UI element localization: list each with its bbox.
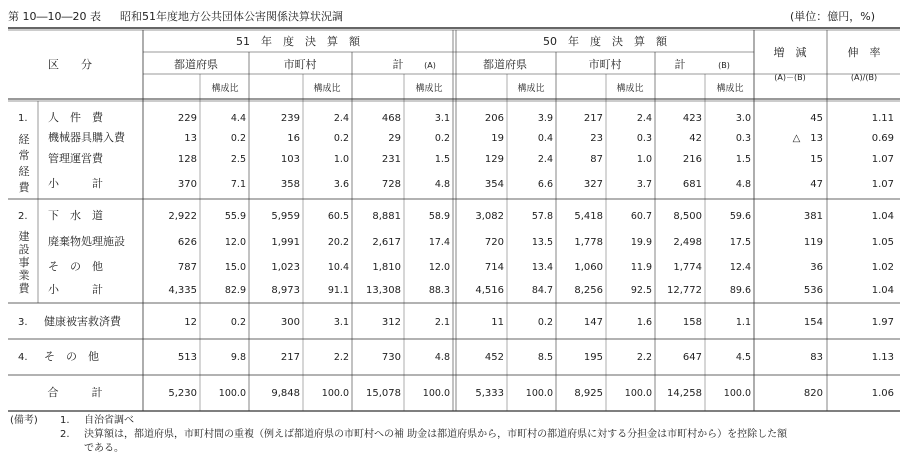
cell-value: 714 (484, 262, 504, 273)
cell-value: 158 (682, 317, 702, 328)
cell-value: 15,078 (366, 388, 401, 399)
cell-value: 217 (280, 352, 300, 363)
cell-value: 1.07 (871, 179, 894, 190)
cell-value: 14,258 (667, 388, 702, 399)
cell-value: 4.8 (735, 179, 751, 190)
cell-value: 720 (484, 237, 504, 248)
cell-value: 206 (484, 113, 504, 124)
cell-value: 787 (177, 262, 197, 273)
cell-value: 128 (177, 154, 197, 165)
cell-value: 59.6 (729, 211, 751, 222)
cell-value: 12,772 (667, 285, 702, 296)
cell-value: 10.4 (327, 262, 349, 273)
cell-value: 1.5 (735, 154, 751, 165)
col-prefecture-50: 都道府県 (483, 58, 527, 71)
row-label: 合 計 (47, 386, 103, 399)
cell-value: 1.05 (871, 237, 894, 248)
cell-value: 728 (381, 179, 401, 190)
cell-value: 103 (280, 154, 300, 165)
cell-value: 8,500 (673, 211, 702, 222)
cell-value: 84.7 (531, 285, 553, 296)
cell-value: 13.4 (531, 262, 553, 273)
row-label: 健康被害救済費 (44, 315, 121, 328)
cell-value: 1,778 (574, 237, 603, 248)
cell-value: 17.5 (729, 237, 751, 248)
group-label-ordinary: 経 (18, 133, 30, 146)
cell-value: 36 (810, 262, 823, 273)
cell-value: 0.3 (636, 133, 652, 144)
cell-value: 381 (803, 211, 823, 222)
group-label-construction: 業 (18, 269, 30, 282)
cell-value: 3.1 (434, 113, 450, 124)
group-label-ordinary: 経 (18, 165, 30, 178)
cell-value: 4,516 (475, 285, 504, 296)
cell-value: 1,060 (574, 262, 603, 273)
group-label-construction: 建 (18, 230, 30, 243)
cell-value: 0.3 (735, 133, 751, 144)
cell-value: 8,973 (271, 285, 300, 296)
cell-value: 1.04 (871, 285, 894, 296)
col-municipality-50: 市町村 (588, 58, 622, 71)
col-ratio: 構成比 (517, 84, 545, 94)
notes-label: (備考) (10, 415, 38, 426)
cell-value: 1,774 (673, 262, 702, 273)
group-label-ordinary: 常 (18, 149, 30, 162)
cell-value: 147 (583, 317, 603, 328)
cell-value: 11.9 (630, 262, 652, 273)
cell-value: 8.5 (537, 352, 553, 363)
cell-value: 231 (381, 154, 401, 165)
cell-value: 58.9 (428, 211, 450, 222)
col-ratio: 構成比 (616, 84, 644, 94)
table-number: 第 10―10―20 表 (8, 10, 101, 23)
row-number: 3. (18, 317, 28, 328)
cell-value: 354 (484, 179, 504, 190)
cell-value: 2.1 (434, 317, 450, 328)
col-total-b: 計 (674, 58, 686, 71)
cell-value: 82.9 (224, 285, 246, 296)
col-ratio: 構成比 (211, 84, 239, 94)
cell-value: 327 (583, 179, 603, 190)
cell-value: 216 (682, 154, 702, 165)
cell-value: 1.97 (871, 317, 894, 328)
cell-value: 8,256 (574, 285, 603, 296)
cell-value: 100.0 (321, 388, 349, 399)
cell-value: 91.1 (327, 285, 349, 296)
row-label: 小 計 (48, 177, 103, 190)
col-prefecture-51: 都道府県 (174, 58, 218, 71)
note-2-number: 2. (60, 429, 70, 440)
group-label-construction: 費 (18, 282, 30, 295)
cell-value: 217 (583, 113, 603, 124)
row-label: 廃棄物処理施設 (48, 235, 125, 248)
note-2: 決算額は，都道府県，市町村間の重複（例えば都道府県の市町村への補 助金は都道府県から，市町村の都道府県に対する分担金は市町村から）を控除した額 (84, 429, 788, 440)
cell-value: 229 (177, 113, 197, 124)
cell-value: 8,925 (574, 388, 603, 399)
cell-value: 2.2 (333, 352, 349, 363)
row-label: そ の 他 (48, 260, 103, 273)
cell-value: 2,922 (168, 211, 197, 222)
cell-value: 1,023 (271, 262, 300, 273)
cell-value: 47 (810, 179, 823, 190)
col-change: 増 減 (773, 46, 807, 59)
cell-value: 8,881 (372, 211, 401, 222)
cell-value: 239 (280, 113, 300, 124)
cell-value: 0.2 (230, 133, 246, 144)
cell-value: 129 (484, 154, 504, 165)
cell-value: 3.7 (636, 179, 652, 190)
cell-value: 1.6 (636, 317, 652, 328)
col-growth: 伸 率 (847, 46, 881, 59)
cell-value: 6.6 (537, 179, 553, 190)
cell-value: 730 (381, 352, 401, 363)
cell-value: 4.8 (434, 179, 450, 190)
row-label: 人 件 費 (48, 111, 103, 124)
cell-value: 2.2 (636, 352, 652, 363)
unit-label: (単位：億円，%) (790, 10, 876, 23)
cell-value: 89.6 (729, 285, 751, 296)
cell-value: 423 (682, 113, 702, 124)
cell-value: 312 (381, 317, 401, 328)
group-label-ordinary: 費 (18, 181, 30, 194)
cell-value: 16 (287, 133, 300, 144)
cell-value: 2.4 (333, 113, 349, 124)
cell-value: 1.11 (871, 113, 894, 124)
cell-value: 12.4 (729, 262, 751, 273)
cell-value: 5,333 (475, 388, 504, 399)
cell-value: 1.02 (871, 262, 894, 273)
cell-value: 300 (280, 317, 300, 328)
row-number: 2. (18, 211, 28, 222)
cell-value: 536 (803, 285, 823, 296)
cell-value: 9,848 (271, 388, 300, 399)
cell-value: 3.0 (735, 113, 751, 124)
cell-value: 13 (184, 133, 197, 144)
cell-value: 626 (177, 237, 197, 248)
cell-value: 20.2 (327, 237, 349, 248)
cell-value: 100.0 (525, 388, 553, 399)
cell-value: 820 (803, 388, 823, 399)
cell-value: 0.2 (537, 317, 553, 328)
cell-value: 195 (583, 352, 603, 363)
cell-value: 7.1 (230, 179, 246, 190)
cell-value: 4.8 (434, 352, 450, 363)
row-number: 4. (18, 352, 28, 363)
cell-value: △ 13 (792, 133, 823, 144)
cell-value: 100.0 (624, 388, 652, 399)
cell-value: 1.5 (434, 154, 450, 165)
cell-value: 100.0 (723, 388, 751, 399)
note-1: 自治省調べ (84, 415, 134, 426)
cell-value: 12.0 (428, 262, 450, 273)
cell-value: 83 (810, 352, 823, 363)
cell-value: 13,308 (366, 285, 401, 296)
cell-value: 60.5 (327, 211, 349, 222)
col-b-mark: (B) (718, 61, 730, 70)
note-1-number: 1. (60, 415, 70, 426)
cell-value: 0.2 (230, 317, 246, 328)
row-number: 1. (18, 113, 28, 124)
cell-value: 15 (810, 154, 823, 165)
cell-value: 3.6 (333, 179, 349, 190)
cell-value: 1.06 (871, 388, 894, 399)
cell-value: 13.5 (531, 237, 553, 248)
row-label: 管理運営費 (48, 152, 103, 165)
cell-value: 1.13 (871, 352, 894, 363)
row-label: 機械器具購入費 (48, 131, 125, 144)
cell-value: 1.0 (333, 154, 349, 165)
cell-value: 513 (177, 352, 197, 363)
cell-value: 2,498 (673, 237, 702, 248)
cell-value: 2,617 (372, 237, 401, 248)
cell-value: 154 (803, 317, 823, 328)
table-title: 昭和51年度地方公共団体公害関係決算状況調 (120, 10, 343, 23)
cell-value: 5,418 (574, 211, 603, 222)
cell-value: 45 (810, 113, 823, 124)
cell-value: 370 (177, 179, 197, 190)
category-header: 区 分 (48, 58, 92, 71)
cell-value: 60.7 (630, 211, 652, 222)
cell-value: 57.8 (531, 211, 553, 222)
cell-value: 681 (682, 179, 702, 190)
cell-value: 0.2 (333, 133, 349, 144)
cell-value: 92.5 (630, 285, 652, 296)
col-total-a: 計 (392, 58, 404, 71)
cell-value: 3,082 (475, 211, 504, 222)
cell-value: 11 (491, 317, 504, 328)
cell-value: 452 (484, 352, 504, 363)
cell-value: 19.9 (630, 237, 652, 248)
cell-value: 119 (803, 237, 823, 248)
cell-value: 0.2 (434, 133, 450, 144)
cell-value: 15.0 (224, 262, 246, 273)
cell-value: 0.4 (537, 133, 553, 144)
cell-value: 5,959 (271, 211, 300, 222)
cell-value: 1.07 (871, 154, 894, 165)
cell-value: 1.1 (735, 317, 751, 328)
cell-value: 4.5 (735, 352, 751, 363)
cell-value: 468 (381, 113, 401, 124)
cell-value: 4.4 (230, 113, 246, 124)
col-municipality-51: 市町村 (283, 58, 317, 71)
cell-value: 3.9 (537, 113, 553, 124)
cell-value: 3.1 (333, 317, 349, 328)
cell-value: 100.0 (218, 388, 246, 399)
cell-value: 100.0 (422, 388, 450, 399)
cell-value: 42 (689, 133, 702, 144)
cell-value: 88.3 (428, 285, 450, 296)
col-a-mark: (A) (424, 61, 436, 70)
cell-value: 1,810 (372, 262, 401, 273)
cell-value: 2.5 (230, 154, 246, 165)
col-change-sub: (A)－(B) (774, 73, 806, 82)
cell-value: 1.04 (871, 211, 894, 222)
cell-value: 12.0 (224, 237, 246, 248)
cell-value: 4,335 (168, 285, 197, 296)
group-label-construction: 設 (18, 243, 30, 256)
row-label: 下 水 道 (48, 209, 103, 222)
col-ratio: 構成比 (313, 84, 341, 94)
row-label: そ の 他 (44, 350, 99, 363)
cell-value: 5,230 (168, 388, 197, 399)
col-ratio: 構成比 (716, 84, 744, 94)
note-2-continued: である。 (84, 443, 124, 454)
cell-value: 647 (682, 352, 702, 363)
cell-value: 87 (590, 154, 603, 165)
cell-value: 17.4 (428, 237, 450, 248)
cell-value: 19 (491, 133, 504, 144)
cell-value: 29 (388, 133, 401, 144)
cell-value: 55.9 (224, 211, 246, 222)
group-label-construction: 事 (18, 256, 30, 269)
fy51-header: 51 年 度 決 算 額 (236, 35, 360, 48)
cell-value: 0.69 (871, 133, 894, 144)
cell-value: 12 (184, 317, 197, 328)
cell-value: 2.4 (636, 113, 652, 124)
cell-value: 2.4 (537, 154, 553, 165)
cell-value: 358 (280, 179, 300, 190)
fy50-header: 50 年 度 決 算 額 (543, 35, 667, 48)
cell-value: 23 (590, 133, 603, 144)
row-label: 小 計 (48, 283, 103, 296)
col-growth-sub: (A)/(B) (850, 73, 878, 82)
cell-value: 1.0 (636, 154, 652, 165)
col-ratio: 構成比 (415, 84, 443, 94)
cell-value: 1,991 (271, 237, 300, 248)
cell-value: 9.8 (230, 352, 246, 363)
